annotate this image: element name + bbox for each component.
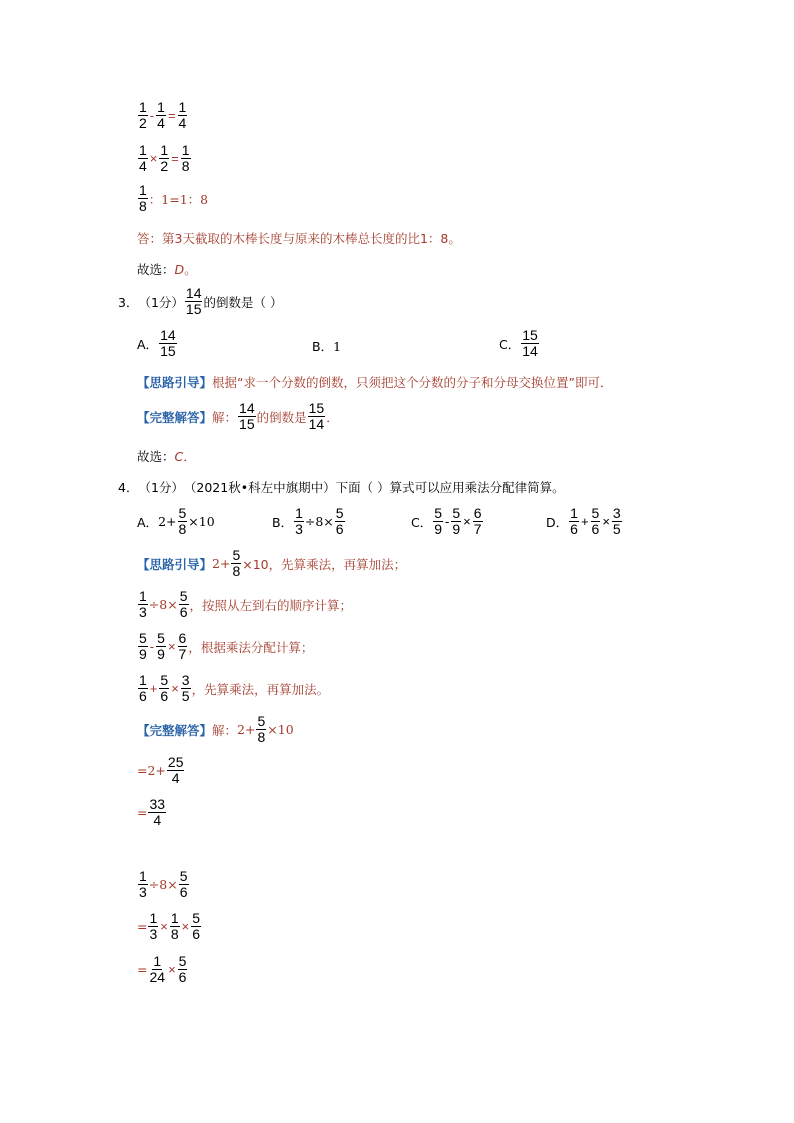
denominator: 6	[335, 521, 344, 537]
denominator: 7	[473, 521, 482, 537]
numerator: 5	[232, 547, 241, 563]
fraction	[308, 401, 326, 432]
option-a: A． 2+ $\frac{5}{8}$ ×10	[137, 505, 215, 537]
numerator: 5	[139, 630, 147, 646]
denominator: 4	[157, 115, 165, 131]
fraction	[138, 673, 148, 704]
fraction	[178, 954, 188, 985]
hint-line-3: $\frac{5}{9}$ - $\frac{5}{9}$ × $\frac{6}{7}$ ，根据乘法分配计算；	[139, 630, 314, 662]
numerator: 3	[612, 505, 621, 521]
numerator: 1	[139, 588, 147, 604]
numerator: 1	[149, 910, 158, 926]
numerator: 1	[570, 505, 578, 521]
numerator: 5	[179, 588, 188, 604]
question-3-stem: 3． （1分） $\frac{14}{15}$ 的倒数是（ ）	[118, 285, 283, 317]
calc-line-1: $\frac{1}{2}$ - $\frac{1}{4}$ = $\frac{1}{4}$	[139, 99, 187, 131]
choose-line: 故选： C ．	[137, 448, 196, 464]
numerator: 6	[473, 505, 482, 521]
numerator: 1	[170, 910, 179, 926]
fraction	[256, 714, 266, 745]
hint-line: 【思路引导】 根据“求一个分数的倒数，只须把这个分数的分子和分母交换位置”即可．	[137, 375, 613, 390]
numerator: 1	[139, 99, 147, 115]
option-a: A． $\frac{14}{15}$	[137, 327, 176, 359]
question-4-stem: 4． （1分） （2021秋•科左中旗期中） 下面（ ）算式可以应用乘法分配律简算。	[118, 480, 565, 495]
fraction	[138, 589, 148, 620]
denominator: 2	[139, 115, 147, 131]
denominator: 4	[178, 115, 187, 131]
denominator: 6	[591, 521, 600, 537]
fraction	[138, 100, 148, 131]
fraction	[591, 506, 601, 537]
denominator: 5	[181, 688, 190, 704]
denominator: 8	[139, 198, 147, 214]
numerator: 5	[178, 505, 187, 521]
fraction	[185, 286, 203, 317]
denominator: 14	[522, 343, 538, 359]
denominator: 9	[157, 646, 165, 662]
numerator: 5	[157, 630, 165, 646]
fraction	[178, 631, 188, 662]
fraction	[181, 143, 191, 174]
fraction	[179, 589, 189, 620]
denominator: 3	[139, 884, 147, 900]
fraction	[294, 506, 304, 537]
fraction	[238, 401, 256, 432]
numerator: 1	[139, 142, 147, 158]
denominator: 15	[160, 343, 176, 359]
numerator: 14	[239, 400, 255, 416]
denominator: 14	[308, 416, 325, 432]
denominator: 7	[178, 646, 187, 662]
denominator: 6	[570, 521, 578, 537]
fraction	[231, 548, 241, 579]
numerator: 1	[181, 142, 190, 158]
denominator: 8	[170, 926, 179, 942]
numerator: 14	[160, 327, 176, 343]
numerator: 1	[157, 99, 165, 115]
denominator: 6	[179, 884, 188, 900]
fraction	[433, 506, 443, 537]
numerator: 1	[139, 182, 147, 198]
numerator: 5	[335, 505, 344, 521]
denominator: 15	[239, 416, 255, 432]
fraction	[138, 869, 148, 900]
denominator: 2	[160, 158, 169, 174]
option-b: B． $\frac{1}{3}$ ÷8× $\frac{5}{6}$	[272, 505, 344, 537]
answer-line: 【完整解答】 解： 2+ $\frac{5}{8}$ ×10	[137, 713, 294, 745]
numerator: 1	[139, 868, 147, 884]
denominator: 4	[153, 812, 162, 828]
fraction	[473, 506, 483, 537]
numerator: 5	[434, 505, 443, 521]
denominator: 8	[178, 521, 187, 537]
fraction	[335, 506, 345, 537]
denominator: 4	[139, 158, 147, 174]
calc-step-1: =2+ $\frac{25}{4}$	[137, 754, 184, 786]
denominator: 9	[452, 521, 461, 537]
fraction	[138, 183, 148, 214]
denominator: 6	[139, 688, 147, 704]
calc-b-line-3: = $\frac{1}{24}$ × $\frac{5}{6}$	[137, 953, 187, 985]
fraction	[167, 755, 185, 786]
choose-line: 故选： D 。	[137, 261, 197, 277]
fraction	[191, 911, 201, 942]
hint-line-4: $\frac{1}{6}$ + $\frac{5}{6}$ × $\frac{3}{5}$ ，先算乘法，再算加法。	[139, 672, 330, 704]
fraction	[159, 328, 177, 359]
numerator: 5	[452, 505, 461, 521]
numerator: 5	[192, 910, 201, 926]
answer-text: 答：第3天截取的木棒长度与原来的木棒总长度的比1：8。	[137, 231, 461, 246]
fraction	[569, 506, 579, 537]
denominator: 15	[185, 301, 202, 317]
fraction	[138, 631, 148, 662]
numerator: 1	[160, 142, 169, 158]
denominator: 8	[181, 158, 190, 174]
numerator: 5	[591, 505, 600, 521]
numerator: 1	[295, 505, 303, 521]
numerator: 5	[160, 672, 169, 688]
fraction	[612, 506, 622, 537]
numerator: 5	[178, 953, 187, 969]
option-d: D． $\frac{1}{6}$ + $\frac{5}{6}$ × $\frac{3}{5}$	[546, 505, 621, 537]
numerator: 25	[167, 754, 184, 770]
fraction	[148, 797, 166, 828]
numerator: 1	[178, 99, 187, 115]
fraction	[170, 911, 180, 942]
denominator: 3	[149, 926, 158, 942]
fraction	[181, 673, 191, 704]
denominator: 9	[434, 521, 443, 537]
fraction	[156, 100, 166, 131]
numerator: 15	[522, 327, 538, 343]
hint-line-1: 【思路引导】 2+ $\frac{5}{8}$ ×10，先算乘法，再算加法；	[137, 547, 407, 579]
fraction	[148, 911, 158, 942]
option-c: C． $\frac{15}{14}$	[499, 327, 538, 359]
denominator: 24	[149, 969, 166, 985]
numerator: 1	[139, 672, 147, 688]
numerator: 6	[178, 630, 187, 646]
fraction	[159, 673, 169, 704]
denominator: 5	[612, 521, 621, 537]
calc-line-2: $\frac{1}{4}$ × $\frac{1}{2}$ = $\frac{1}{8}$	[139, 142, 190, 174]
calc-line-3: $\frac{1}{8}$ ：1=1：8	[139, 182, 209, 214]
fraction	[521, 328, 539, 359]
numerator: 5	[257, 713, 266, 729]
answer-line: 【完整解答】 解： $\frac{14}{15}$ 的倒数是 $\frac{15}{14}$ ．	[137, 400, 339, 432]
denominator: 8	[257, 729, 266, 745]
denominator: 3	[295, 521, 303, 537]
denominator: 6	[192, 926, 201, 942]
fraction	[178, 506, 188, 537]
fraction	[156, 631, 166, 662]
denominator: 4	[171, 770, 180, 786]
option-c: C． $\frac{5}{9}$ - $\frac{5}{9}$ × $\frac{6}{7}$	[411, 505, 482, 537]
numerator: 3	[181, 672, 190, 688]
denominator: 6	[179, 604, 188, 620]
numerator: 15	[308, 400, 325, 416]
fraction	[138, 143, 148, 174]
calc-step-2: = $\frac{33}{4}$	[137, 796, 166, 828]
numerator: 1	[153, 953, 162, 969]
numerator: 5	[179, 868, 188, 884]
numerator: 14	[185, 285, 202, 301]
numerator: 33	[149, 796, 166, 812]
calc-b-line-2: = $\frac{1}{3}$ × $\frac{1}{8}$ × $\frac{5}{6}$	[137, 910, 201, 942]
denominator: 6	[160, 688, 169, 704]
fraction	[451, 506, 461, 537]
fraction	[148, 954, 166, 985]
denominator: 9	[139, 646, 147, 662]
denominator: 8	[232, 563, 241, 579]
fraction	[178, 100, 188, 131]
option-b: B． 1	[312, 338, 342, 354]
denominator: 3	[139, 604, 147, 620]
calc-b-line-1: $\frac{1}{3}$ ÷8× $\frac{5}{6}$	[139, 868, 188, 900]
hint-line-2: $\frac{1}{3}$ ÷8× $\frac{5}{6}$ ，按照从左到右的顺序计算；	[139, 588, 353, 620]
fraction	[159, 143, 169, 174]
fraction	[179, 869, 189, 900]
denominator: 6	[178, 969, 187, 985]
